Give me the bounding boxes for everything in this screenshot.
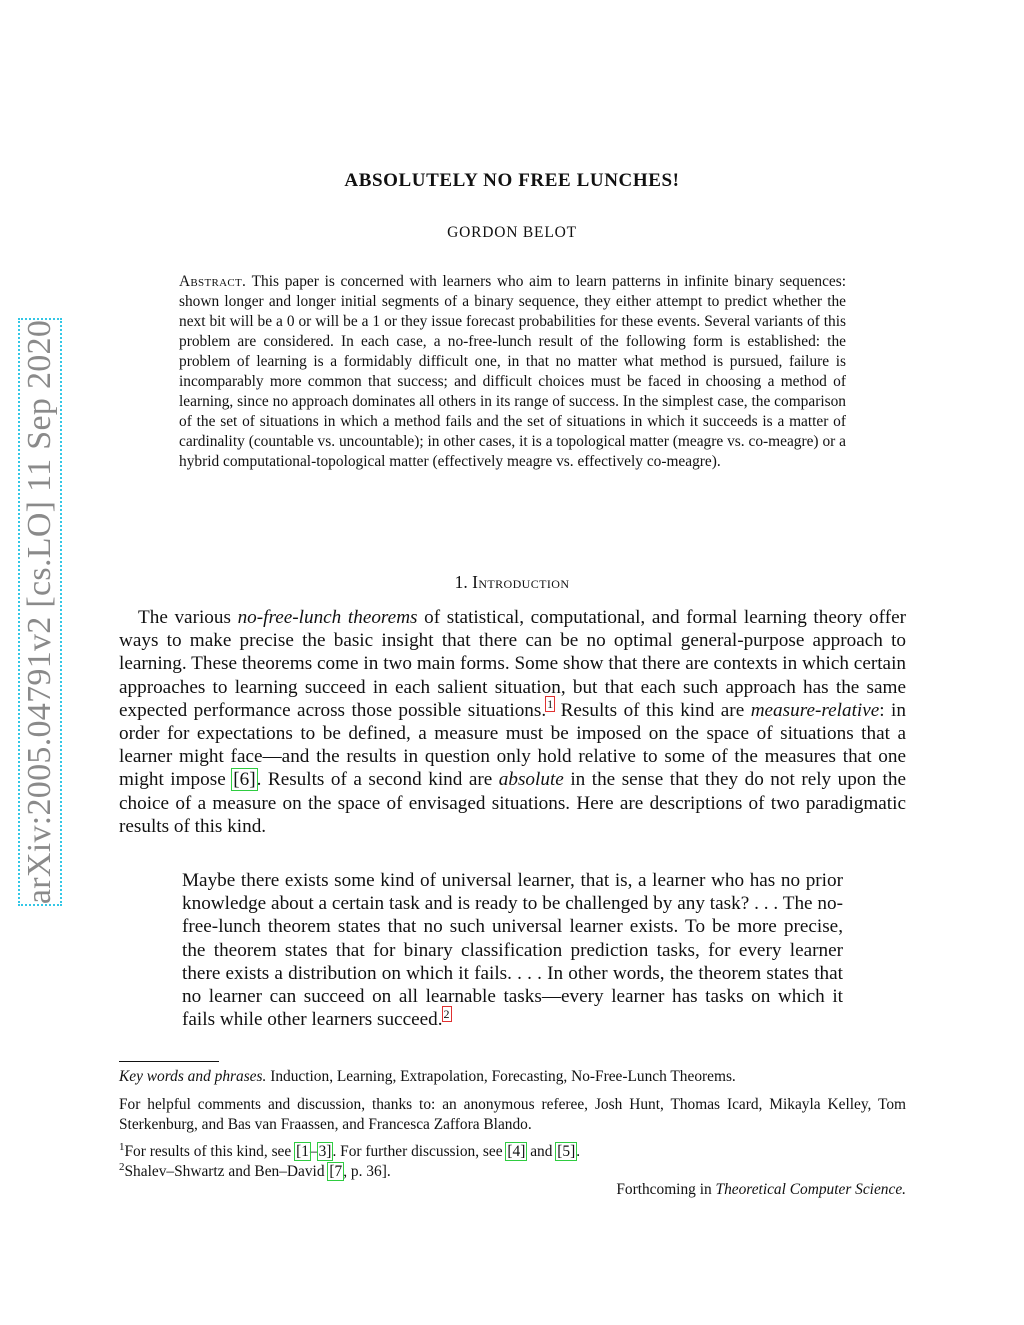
section-number: 1. (454, 572, 468, 592)
arxiv-identifier-text: arXiv:2005.04791v2 [cs.LO] 11 Sep 2020 (21, 319, 59, 905)
text-run: The various (138, 607, 238, 628)
block-quote (182, 869, 843, 1031)
emphasis-no-free-lunch-theorems: no-free-lunch theorems (237, 607, 418, 628)
citation-link-1[interactable]: [1 (296, 1143, 309, 1160)
footnote-2 (119, 1162, 906, 1182)
citation-link-5[interactable]: [5] (557, 1143, 576, 1160)
quote-text: Maybe there exists some kind of universal learner, that is, a learner who has no prior knowledge about a certain task and is ready to be challenged by any task? . . . The no-free-lunch theorem states that no such universal learner exists. To be more precise, the theorem states that for binary classification prediction tasks, for every learner there exists a distribution on which it fails. . . . In other words, the theorem states that no learner can succeed on all learnable tasks—every learner has tasks on which it fails while other learners succeed. (182, 870, 843, 1031)
paper-title: ABSOLUTELY NO FREE LUNCHES! (344, 170, 680, 191)
keywords-label: Key words and phrases. (119, 1068, 267, 1085)
citation-link-4[interactable]: [4] (507, 1143, 526, 1160)
footnote-divider (119, 1061, 219, 1062)
emphasis-absolute: absolute (498, 769, 564, 791)
text-run: in the sense that they do not rely upon the choice of a measure on the space of envisaged situations. Here are descriptions of two paradigmatic results of this kind. (119, 769, 906, 837)
paper-author: GORDON BELOT (447, 224, 577, 241)
section-title: Introduction (472, 572, 570, 592)
text-run: . For further discussion, see (332, 1143, 507, 1160)
text-run: Results of this kind are (554, 699, 751, 721)
introduction-body (119, 606, 906, 838)
text-run: – (309, 1143, 318, 1160)
citation-link-3[interactable]: 3] (318, 1143, 332, 1160)
emphasis-measure-relative: measure-relative (750, 699, 880, 721)
forthcoming-note (616, 1181, 906, 1199)
text-run: and (526, 1143, 557, 1160)
citation-link-7[interactable]: [7 (329, 1163, 343, 1180)
footnote-link-1[interactable]: 1 (547, 697, 554, 712)
text-run: Shalev–Shwartz and Ben–David (124, 1163, 329, 1180)
text-run: of statistical, computational, and formal learning theory offer ways to make precise the basic insight that there can be no optimal general-purpose approach to learning. These theorems come in two main forms. Some show that there are contexts in which certain approaches to learning succeed in each salient situation, but that each such approach has the same expected performance across those possible situations. (119, 607, 906, 721)
paragraph (119, 606, 906, 838)
footnote-1 (119, 1142, 906, 1162)
text-run: , p. 36]. (343, 1163, 391, 1180)
citation-link-6[interactable]: [6] (233, 769, 256, 791)
abstract-text: This paper is concerned with learners who aim to learn patterns in infinite binary sequences: shown longer and longer initial segments of a binary sequence, they either attempt to predict whether the next bit will be a 0 or will be a 1 or they issue forecast probabilities for these events. Several variants of this problem are considered. In each case, a no-free-lunch result of the following form is established: the problem of learning is a formidably difficult one, in that no matter what method is pursued, failure is incomparably more common that success; and difficult choices must be faced in choosing a method of learning, since no approach dominates all others in its range of success. In the simplest case, the comparison of the set of situations in which a method fails and the set of situations in which it succeeds is a matter of cardinality (countable vs. uncountable); in other cases, it is a topological matter (meagre vs. co-meagre) or a hybrid computational-topological matter (effectively meagre vs. effectively co-meagre). (179, 273, 846, 470)
footnote-link-2[interactable]: 2 (443, 1006, 450, 1021)
footnote-2-number: 2 (119, 1160, 125, 1173)
abstract-label: Abstract. (179, 273, 247, 290)
text-run: . Results of a second kind are (256, 769, 499, 791)
forthcoming-text: Forthcoming in (616, 1181, 716, 1198)
keywords-line (119, 1067, 906, 1087)
abstract (179, 272, 846, 472)
footnote-1-number: 1 (119, 1140, 125, 1153)
text-run: : in order for expectations to be defined, a measure must be imposed on the space of situations that a learner might face—and the results in question only hold relative to some of the measures that one might impose (119, 699, 906, 791)
keywords-text: Induction, Learning, Extrapolation, Forecasting, No-Free-Lunch Theorems. (266, 1068, 736, 1085)
text-run: For results of this kind, see (124, 1143, 296, 1160)
footnotes (119, 1067, 906, 1182)
journal-name: Theoretical Computer Science. (715, 1181, 906, 1198)
acknowledgements: For helpful comments and discussion, thanks to: an anonymous referee, Josh Hunt, Thomas Icard, Mikayla Kelley, Tom Sterkenburg, and Bas van Fraassen, and Francesca Zaffora Blando. (119, 1096, 906, 1133)
section-heading-introduction (0, 572, 1024, 593)
arxiv-identifier-stamp[interactable] (18, 318, 62, 906)
text-run: . (576, 1143, 581, 1160)
